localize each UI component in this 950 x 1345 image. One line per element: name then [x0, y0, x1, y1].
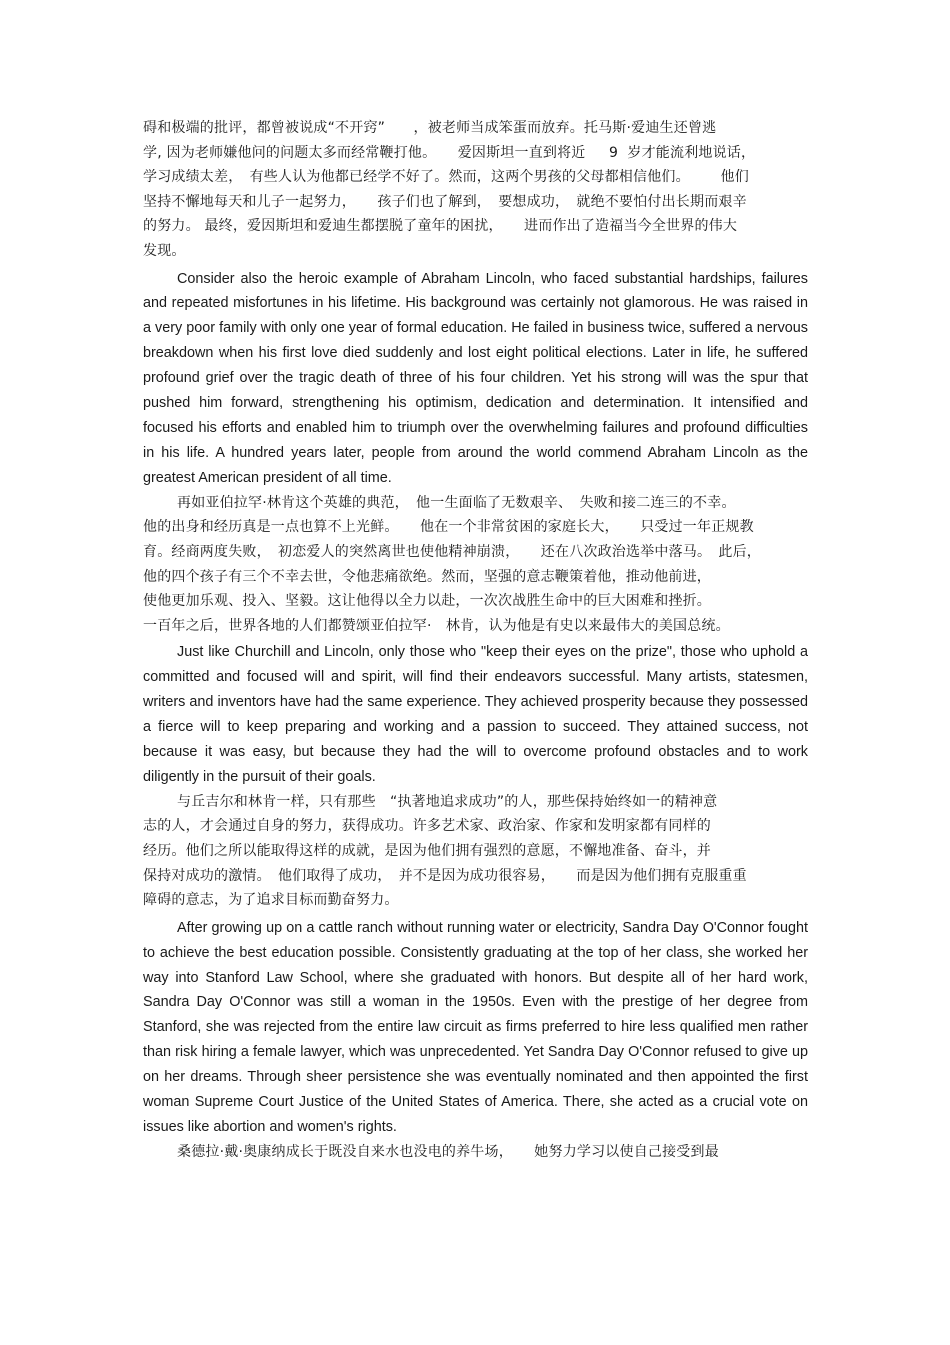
text-line: 再如亚伯拉罕·林肯这个英雄的典范， 他一生面临了无数艰辛、 失败和接二连三的不幸。	[177, 494, 736, 511]
paragraph-zh-churchill	[143, 790, 808, 913]
text-line: 保持对成功的激情。 他们取得了成功， 并不是因为成功很容易， 而是因为他们拥有克服重重	[143, 867, 747, 884]
text-line: 碍和极端的批评，都曾被说成“不开窍” ，被老师当成笨蛋而放弃。托马斯·爱迪生还曾逃	[143, 120, 717, 136]
text-line: 障碍的意志，为了追求目标而勤奋努力。	[143, 892, 399, 909]
paragraph-zh-oconnor	[143, 1140, 808, 1165]
text-line: 与丘吉尔和林肯一样，只有那些 “执著地追求成功”的人，那些保持始终如一的精神意	[177, 793, 718, 810]
text-line: 坚持不懈地每天和儿子一起努力， 孩子们也了解到， 要想成功， 就绝不要怕付出长期而艰辛	[143, 193, 747, 210]
text-line: 他的四个孩子有三个不幸去世，令他悲痛欲绝。然而，坚强的意志鞭策着他，推动他前进，	[143, 568, 711, 585]
text-line: 育。经商两度失败， 初恋爱人的突然离世也使他精神崩溃， 还在八次政治选举中落马。 此后，	[143, 543, 761, 560]
text-line: 他的出身和经历真是一点也算不上光鲜。 他在一个非常贫困的家庭长大， 只受过一年正规教	[143, 519, 754, 536]
paragraph-zh-1	[143, 116, 808, 264]
text-line: 的努力。 最终，爱因斯坦和爱迪生都摆脱了童年的困扰， 进而作出了造福当今全世界的伟大	[143, 218, 738, 235]
text-line: 学, 因为老师嫌他问的问题太多而经常鞭打他。 爱因斯坦一直到将近 9 岁才能流利地说话，	[143, 144, 756, 161]
document-page	[143, 116, 808, 1164]
paragraph-zh-lincoln	[143, 491, 808, 639]
paragraph-en-lincoln: Consider also the heroic example of Abraham Lincoln, who faced substantial hardships, failures and repeated misfortunes in his lifetime. His background was certainly not glamorous. He was raised in a very poor family with only one year of formal education. He failed in business twice, suffered a nervous breakdown when his first love died suddenly and lost eight political elections. Later in life, he suffered profound grief over the tragic death of three of his four children. Yet his strong will was the spur that pushed him forward, strengthening his optimism, dedication and determination. It intensified and focused his efforts and enabled him to triumph over the overwhelming failures and profound difficulties in his life. A hundred years later, people from around the world commend Abraham Lincoln as the greatest American president of all time.	[143, 270, 808, 486]
text-line: 一百年之后，世界各地的人们都赞颂亚伯拉罕· 林肯，认为他是有史以来最伟大的美国总统。	[143, 617, 730, 634]
paragraph-en-churchill: Just like Churchill and Lincoln, only those who "keep their eyes on the prize", those who uphold a committed and focused will and spirit, will find their endeavors successful. Many artists, statesmen, writers and inventors have had the same experience. They achieved prosperity because they possessed a fierce will to keep preparing and working and a passion to succeed. They attained success, not because it was easy, but because they had the will to overcome profound obstacles and to work diligently in the pursuit of their goals.	[143, 644, 808, 785]
text-line: 志的人，才会通过自身的努力，获得成功。许多艺术家、政治家、作家和发明家都有同样的	[143, 818, 711, 835]
paragraph-en-oconnor: After growing up on a cattle ranch without running water or electricity, Sandra Day O'Connor fought to achieve the best education possible. Consistently graduating at the top of her class, she worked her way into Stanford Law School, where she graduated with honors. But despite all of her hard work, Sandra Day O'Connor was still a woman in the 1950s. Even with the prestige of her degree from Stanford, she was rejected from the entire law circuit as firms preferred to hire less qualified men rather than risk hiring a female lawyer, which was unprecedented. Yet Sandra Day O'Connor refused to give up on her dreams. Through sheer persistence she was eventually nominated and then appointed the first woman Supreme Court Justice of the United States of America. There, she acted as a crucial vote on issues like abortion and women's rights.	[143, 919, 808, 1135]
text-line: 经历。他们之所以能取得这样的成就，是因为他们拥有强烈的意愿，不懈地准备、奋斗，并	[143, 842, 711, 859]
text-line: 发现。	[143, 242, 186, 259]
text-line: 桑德拉·戴·奥康纳成长于既没自来水也没电的养牛场， 她努力学习以使自己接受到最	[177, 1143, 719, 1160]
text-line: 学习成绩太差， 有些人认为他都已经学不好了。然而，这两个男孩的父母都相信他们。 他们	[143, 169, 749, 186]
text-line: 使他更加乐观、投入、坚毅。这让他得以全力以赴，一次次战胜生命中的巨大困难和挫折。	[143, 593, 711, 610]
